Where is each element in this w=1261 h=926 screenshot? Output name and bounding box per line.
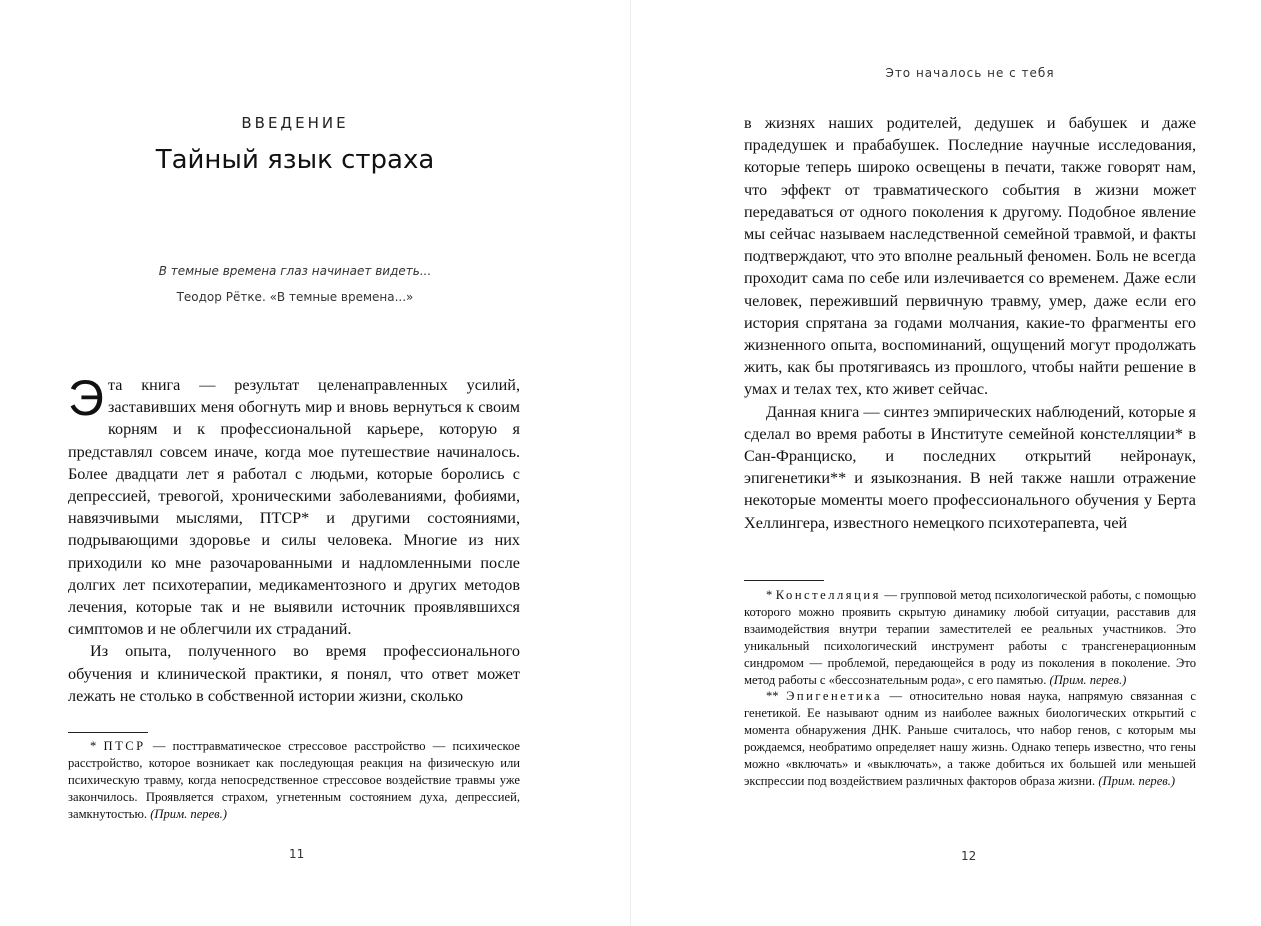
left-footnote bbox=[68, 738, 520, 823]
footnote-note: (Прим. перев.) bbox=[1098, 773, 1176, 788]
right-page bbox=[631, 0, 1261, 926]
footnote-divider bbox=[744, 580, 824, 581]
footnote-note: (Прим. перев.) bbox=[150, 806, 227, 821]
footnote-ptsr bbox=[68, 738, 520, 823]
left-page bbox=[0, 0, 630, 926]
right-footnotes bbox=[744, 587, 1196, 790]
footnote-constellation bbox=[744, 587, 1196, 688]
footnote-note: (Прим. перев.) bbox=[1049, 672, 1127, 687]
footnote-epigenetics bbox=[744, 688, 1196, 789]
footnote-term: Констелляция bbox=[775, 588, 881, 602]
left-paragraph-1 bbox=[68, 370, 520, 640]
page-number: 12 bbox=[961, 849, 977, 863]
footnote-term: Эпигенетика bbox=[786, 689, 883, 704]
footnote-marker: * bbox=[766, 588, 773, 602]
right-body-text bbox=[744, 112, 1196, 534]
footnote-term: ПТСР bbox=[103, 739, 146, 753]
page-number: 11 bbox=[289, 847, 305, 861]
footnote-text: — групповой метод психологической работы, с помощью которого можно проявить скрытую динамику любой ситуации, расставив для взаимодействия внутри терапии заместителей ее реальных участников. Это уникальный психологический инструмент работы с трансгенерационным синдромом — проблемой, передающейся в роду из поколения в поколение. Это метод работы с «бессознательным рода», с его памятью. bbox=[744, 588, 1196, 687]
right-paragraph-2: Данная книга — синтез эмпирических наблюдений, которые я сделал во время работы в Институте семейной констелляции* в Сан-Франциско, и последних открытий нейронаук, эпигенетики** и языкознания. В ней также нашли отражение некоторые моменты моего профессионального обучения у Берта Хеллингера, известного немецкого психотерапевта, чей bbox=[744, 402, 1196, 532]
footnote-marker: * bbox=[90, 739, 97, 753]
right-paragraph-1: в жизнях наших родителей, дедушек и бабушек и даже прадедушек и прабабушек. Последние научные исследования, которые теперь широко освещены в печати, также говорят нам, что эффект от травматического события в жизни может передаваться от одного поколения к другому. Подобное явление мы сейчас называем наследственной семейной травмой, и факты подтверждают, что это вполне реальный феномен. Боль не всегда проходит сама по себе или излечивается со временем. Даже если человек, переживший первичную травму, умер, даже если его история спрятана за годами молчания, какие-то фрагменты его жизненного опыта, воспоминаний, ощущений могут продолжать жить, как бы протягиваясь из прошлого, чтобы найти решение в умах и телах тех, кто живет сейчас. bbox=[744, 114, 1196, 399]
running-head: Это началось не с тебя bbox=[885, 66, 1055, 80]
epigraph-quote: В темные времена глаз начинает видеть... bbox=[158, 264, 432, 278]
footnote-marker: ** bbox=[766, 689, 779, 704]
left-paragraph-1-text: та книга — результат целенаправленных усилий, заставивших меня обогнуть мир и вновь вернуться к своим корням и к профессиональной карьере, которую я представлял совсем иначе, когда мое путешествие начиналось. Более двадцати лет я работал с людьми, которые боролись с депрессией, тревогой, хроническими заболеваниями, фобиями, навязчивыми мыслями, ПТСР* и другими состояниями, подрывающими здоровье и силы человека. Многие из них приходили ко мне разочарованными и надломленными после долгих лет психотерапии, медикаментозного и других методов лечения, которые так и не выявили источник проявлявшихся симптомов и не облегчили их страданий. bbox=[68, 376, 520, 639]
chapter-title: Тайный язык страха bbox=[155, 145, 435, 175]
footnote-text: — относительно новая наука, напрямую связанная с генетикой. Ее называют одним из наиболее важных биологических открытий с момента обнаружения ДНК. Раньше считалось, что набор генов, с которым мы рождаемся, необратимо определяет нашу жизнь. Однако теперь известно, что гены можно «включать» и «выключать», а также добиться их большей или меньшей экспрессии под воздействием различных факторов образа жизни. bbox=[744, 689, 1196, 788]
footnote-text: — посттравматическое стрессовое расстройство — психическое расстройство, которое возникает как последующая реакция на физическую или психическую травму, когда непосредственное стрессовое воздействие травмы уже закончилось. Проявляется страхом, угнетенным состоянием духа, депрессией, замкнутостью. bbox=[68, 739, 520, 821]
chapter-label: ВВЕДЕНИЕ bbox=[241, 114, 349, 132]
left-paragraph-2: Из опыта, полученного во время профессионального обучения и клинической практики, я понял, что ответ может лежать не столько в собственной истории жизни, сколько bbox=[68, 642, 520, 705]
footnote-divider bbox=[68, 732, 148, 733]
drop-cap: Э bbox=[68, 370, 104, 426]
left-body-text bbox=[68, 370, 520, 707]
epigraph-source: Теодор Рётке. «В темные времена...» bbox=[176, 290, 414, 304]
